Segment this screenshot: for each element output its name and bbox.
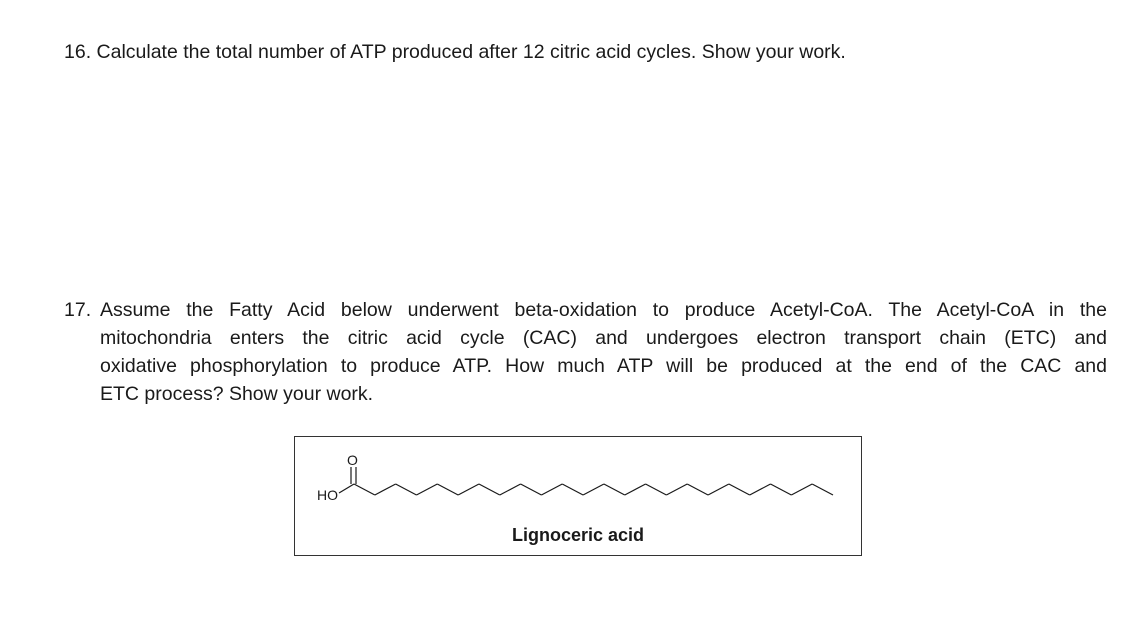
c-oh-bond [339,484,354,493]
compound-name: Lignoceric acid [511,525,645,545]
question-17-line-2: mitochondria enters the citric acid cycle (CAC) and undergoes electron transport chain (ETC) and [100,327,1107,349]
chain-bond [375,484,396,495]
chain-bond [479,484,500,495]
chain-bond [750,484,771,495]
chain-bond [812,484,833,495]
alkyl-chain [354,484,833,495]
question-17-line-3: oxidative phosphorylation to produce ATP. How much ATP will be produced at the end of the CAC and [100,355,1107,377]
chain-bond [562,484,583,495]
carbonyl-oxygen-label: O [347,452,358,468]
chain-bond [708,484,729,495]
chain-bond [416,484,437,495]
chain-bond [646,484,667,495]
chain-bond [437,484,458,495]
hydroxyl-label: HO [317,487,338,503]
chain-bond [500,484,521,495]
question-17-number: 17. [64,299,92,321]
chain-bond [583,484,604,495]
question-17-line-1: 17. Assume the Fatty Acid below underwent beta-oxidation to produce Acetyl-CoA. The Acetyl-CoA in the [64,296,1107,324]
chain-bond [354,484,375,495]
chain-bond [729,484,750,495]
chain-bond [604,484,625,495]
chain-bond [791,484,812,495]
chain-bond [396,484,417,495]
chain-bond [771,484,792,495]
chain-bond [625,484,646,495]
chain-bond [687,484,708,495]
chain-bond [666,484,687,495]
chain-bond [541,484,562,495]
question-17 [64,296,1107,408]
question-16: 16. Calculate the total number of ATP produced after 12 citric acid cycles. Show your work. [64,41,846,63]
question-17-line-4: ETC process? Show your work. [100,383,374,405]
structure-box [294,436,862,556]
chain-bond [521,484,542,495]
chain-bond [458,484,479,495]
